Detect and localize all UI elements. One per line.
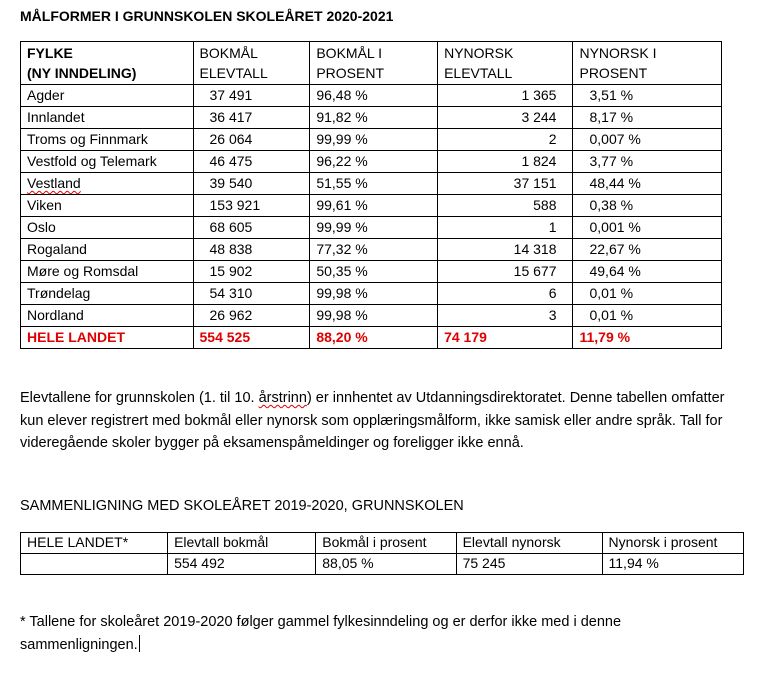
cell-fylke: Viken: [21, 195, 194, 217]
malformer-table: [20, 41, 722, 349]
cell-total-nynorsk-prosent: 11,79 %: [573, 327, 722, 349]
cell-nynorsk-elevtall: 3 244: [438, 107, 573, 129]
header-nynorsk-prosent: NYNORSK I PROSENT: [573, 42, 722, 85]
cell-nynorsk-elevtall: 1: [438, 217, 573, 239]
cell-fylke: Vestland: [21, 173, 194, 195]
cell-bokmal-elevtall: 153 921: [193, 195, 310, 217]
text-cursor: [139, 635, 140, 652]
cell-total-label: HELE LANDET: [21, 327, 194, 349]
cell-nynorsk-prosent: 49,64 %: [573, 261, 722, 283]
table-row: [21, 261, 722, 283]
comparison-header: Elevtall nynorsk: [456, 533, 602, 554]
header-fylke: FYLKE (NY INNDELING): [21, 42, 194, 85]
table-row: [21, 85, 722, 107]
cell-bokmal-prosent: 91,82 %: [310, 107, 438, 129]
cell-fylke: Trøndelag: [21, 283, 194, 305]
cell-bokmal-prosent: 99,99 %: [310, 129, 438, 151]
cell-fylke: Troms og Finnmark: [21, 129, 194, 151]
cell-total-bokmal-elevtall: 554 525: [193, 327, 310, 349]
comparison-header: Bokmål i prosent: [316, 533, 456, 554]
cell-fylke: Nordland: [21, 305, 194, 327]
cell-nynorsk-elevtall: 1 824: [438, 151, 573, 173]
cell-nynorsk-prosent: 0,01 %: [573, 283, 722, 305]
cell-fylke: Agder: [21, 85, 194, 107]
comparison-heading: SAMMENLIGNING MED SKOLEÅRET 2019-2020, GRUNNSKOLEN: [20, 498, 464, 514]
table-row: [21, 283, 722, 305]
cell-nynorsk-prosent: 3,51 %: [573, 85, 722, 107]
table-row: [21, 217, 722, 239]
comparison-header: Elevtall bokmål: [168, 533, 316, 554]
cell-nynorsk-elevtall: 3: [438, 305, 573, 327]
cell-nynorsk-prosent: 0,007 %: [573, 129, 722, 151]
cell-nynorsk-elevtall: 588: [438, 195, 573, 217]
comparison-cell: 75 245: [456, 554, 602, 575]
comparison-cell: 11,94 %: [602, 554, 743, 575]
comparison-header: Nynorsk i prosent: [602, 533, 743, 554]
cell-bokmal-prosent: 99,61 %: [310, 195, 438, 217]
cell-fylke: Rogaland: [21, 239, 194, 261]
cell-total-bokmal-prosent: 88,20 %: [310, 327, 438, 349]
comparison-table: [20, 532, 744, 575]
cell-bokmal-elevtall: 26 064: [193, 129, 310, 151]
cell-bokmal-elevtall: 36 417: [193, 107, 310, 129]
comparison-row: [21, 554, 744, 575]
cell-nynorsk-prosent: 48,44 %: [573, 173, 722, 195]
header-bokmal-elevtall: BOKMÅL ELEVTALL: [193, 42, 310, 85]
table-row: [21, 129, 722, 151]
cell-bokmal-elevtall: 39 540: [193, 173, 310, 195]
table-header-row: [21, 42, 722, 85]
explanation-paragraph: Elevtallene for grunnskolen (1. til 10. årstrinn) er innhentet av Utdanningsdirektoratet. Denne tabellen omfatter kun elever registrert med bokmål eller nynorsk som opplæringsmålform, ikke samisk eller andre språk. Tall for videregående skoler bygger på eksamenspåmeldinger og foreligger ikke ennå.: [20, 390, 725, 451]
table-row: [21, 305, 722, 327]
cell-nynorsk-prosent: 0,38 %: [573, 195, 722, 217]
cell-bokmal-prosent: 99,98 %: [310, 283, 438, 305]
cell-nynorsk-prosent: 0,001 %: [573, 217, 722, 239]
cell-bokmal-prosent: 99,99 %: [310, 217, 438, 239]
cell-bokmal-prosent: 51,55 %: [310, 173, 438, 195]
header-bokmal-prosent: BOKMÅL I PROSENT: [310, 42, 438, 85]
cell-bokmal-prosent: 77,32 %: [310, 239, 438, 261]
document-title: MÅLFORMER I GRUNNSKOLEN SKOLEÅRET 2020-2021: [20, 8, 394, 24]
cell-fylke: Møre og Romsdal: [21, 261, 194, 283]
cell-fylke: Vestfold og Telemark: [21, 151, 194, 173]
comparison-cell: 554 492: [168, 554, 316, 575]
table-row: [21, 107, 722, 129]
cell-fylke: Innlandet: [21, 107, 194, 129]
cell-nynorsk-elevtall: 14 318: [438, 239, 573, 261]
cell-fylke: Oslo: [21, 217, 194, 239]
cell-nynorsk-prosent: 0,01 %: [573, 305, 722, 327]
cell-nynorsk-elevtall: 2: [438, 129, 573, 151]
cell-total-nynorsk-elevtall: 74 179: [438, 327, 573, 349]
cell-bokmal-elevtall: 26 962: [193, 305, 310, 327]
table-row: [21, 195, 722, 217]
table-row: [21, 173, 722, 195]
cell-nynorsk-elevtall: 1 365: [438, 85, 573, 107]
cell-bokmal-elevtall: 37 491: [193, 85, 310, 107]
comparison-cell: [21, 554, 168, 575]
spellcheck-word: årstrinn: [258, 390, 307, 406]
cell-bokmal-prosent: 96,22 %: [310, 151, 438, 173]
cell-bokmal-elevtall: 15 902: [193, 261, 310, 283]
total-row: [21, 327, 722, 349]
footnote[interactable]: * Tallene for skoleåret 2019-2020 følger gammel fylkesinndeling og er derfor ikke med i denne sammenligningen.: [20, 614, 622, 653]
cell-bokmal-elevtall: 68 605: [193, 217, 310, 239]
cell-nynorsk-prosent: 3,77 %: [573, 151, 722, 173]
cell-bokmal-prosent: 96,48 %: [310, 85, 438, 107]
comparison-cell: 88,05 %: [316, 554, 456, 575]
cell-bokmal-elevtall: 48 838: [193, 239, 310, 261]
comparison-header: HELE LANDET*: [21, 533, 168, 554]
header-nynorsk-elevtall: NYNORSK ELEVTALL: [438, 42, 573, 85]
cell-nynorsk-elevtall: 6: [438, 283, 573, 305]
cell-nynorsk-elevtall: 15 677: [438, 261, 573, 283]
cell-bokmal-elevtall: 46 475: [193, 151, 310, 173]
cell-nynorsk-prosent: 22,67 %: [573, 239, 722, 261]
cell-bokmal-elevtall: 54 310: [193, 283, 310, 305]
table-row: [21, 239, 722, 261]
table-row: [21, 151, 722, 173]
cell-nynorsk-elevtall: 37 151: [438, 173, 573, 195]
cell-bokmal-prosent: 99,98 %: [310, 305, 438, 327]
cell-nynorsk-prosent: 8,17 %: [573, 107, 722, 129]
cell-bokmal-prosent: 50,35 %: [310, 261, 438, 283]
comparison-header-row: [21, 533, 744, 554]
